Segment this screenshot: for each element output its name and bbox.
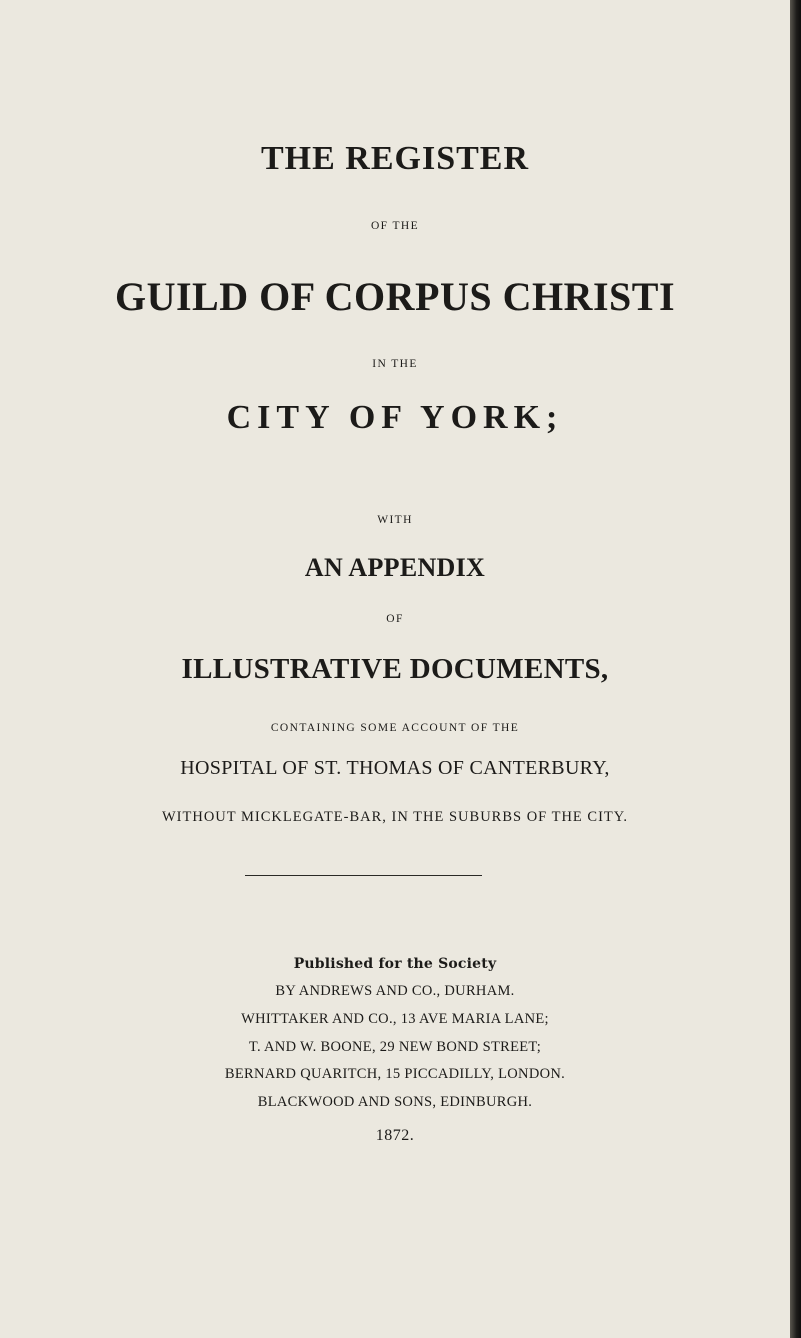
connector-with: WITH <box>377 514 413 526</box>
publisher-line: BERNARD QUARITCH, 15 PICCADILLY, LONDON. <box>224 1066 566 1082</box>
connector-in-the: IN THE <box>372 358 418 370</box>
subtitle-location: WITHOUT MICKLEGATE-BAR, IN THE SUBURBS OF THE CITY. <box>161 809 628 825</box>
publication-year: 1872. <box>375 1127 415 1144</box>
subtitle-hospital: HOSPITAL OF ST. THOMAS OF CANTERBURY, <box>180 757 610 779</box>
title-illustrative-documents: ILLUSTRATIVE DOCUMENTS, <box>181 653 609 685</box>
title-guild-of-corpus-christi: GUILD OF CORPUS CHRISTI <box>114 274 676 319</box>
published-for-line: Published for the Society <box>293 956 497 972</box>
publisher-line: T. AND W. BOONE, 29 NEW BOND STREET; <box>248 1039 542 1055</box>
title-city-of-york: CITY OF YORK; <box>226 399 564 436</box>
connector-containing: CONTAINING SOME ACCOUNT OF THE <box>270 722 520 734</box>
title-an-appendix: AN APPENDIX <box>304 553 486 582</box>
title-the-register: THE REGISTER <box>260 140 530 177</box>
publisher-line: BY ANDREWS AND CO., DURHAM. <box>275 983 515 999</box>
publisher-line: WHITTAKER AND CO., 13 AVE MARIA LANE; <box>241 1011 549 1027</box>
connector-of: OF <box>386 613 404 625</box>
divider-rule <box>245 875 482 876</box>
connector-of-the: OF THE <box>370 220 420 232</box>
page-edge-shadow <box>790 0 801 1338</box>
publisher-line: BLACKWOOD AND SONS, EDINBURGH. <box>257 1094 533 1110</box>
